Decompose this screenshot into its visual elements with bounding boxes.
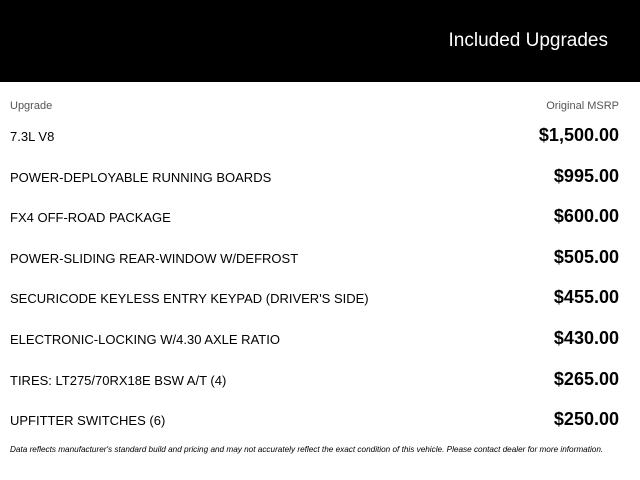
upgrade-price: $505.00: [553, 246, 619, 267]
column-header-upgrade: Upgrade: [10, 100, 53, 112]
upgrade-name: SECURICODE KEYLESS ENTRY KEYPAD (DRIVER'S SIDE): [10, 291, 369, 307]
upgrade-price: $600.00: [553, 206, 619, 227]
upgrade-price: $1,500.00: [538, 125, 619, 145]
upgrade-name: UPFITTER SWITCHES (6): [10, 413, 166, 429]
upgrade-row: [0, 237, 640, 278]
upgrade-name: TIRES: LT275/70RX18E BSW A/T (4): [10, 372, 227, 388]
upgrade-price: $265.00: [553, 368, 619, 389]
upgrade-list: [0, 115, 640, 440]
disclaimer-text: Data reflects manufacturer's standard build and pricing and may not accurately reflect the exact condition of this vehicle. Please contact dealer for more information.: [10, 445, 604, 454]
upgrade-price: $995.00: [553, 165, 619, 186]
upgrade-price: $250.00: [553, 409, 619, 430]
upgrade-name: ELECTRONIC-LOCKING W/4.30 AXLE RATIO: [10, 331, 280, 347]
upgrade-row: [0, 196, 640, 237]
upgrade-row: [0, 399, 640, 440]
upgrade-row: [0, 115, 640, 156]
upgrade-row: [0, 359, 640, 400]
page-title: Included Upgrades: [448, 30, 608, 51]
upgrade-name: POWER-SLIDING REAR-WINDOW W/DEFROST: [10, 250, 299, 266]
upgrade-price: $430.00: [553, 327, 619, 348]
upgrade-name: 7.3L V8: [10, 129, 55, 144]
upgrade-row: [0, 318, 640, 359]
upgrade-price: $455.00: [553, 287, 619, 308]
upgrade-row: [0, 277, 640, 318]
upgrade-name: POWER-DEPLOYABLE RUNNING BOARDS: [10, 169, 272, 185]
upgrade-row: [0, 156, 640, 197]
header-bar: [0, 0, 640, 82]
column-header-msrp: Original MSRP: [546, 100, 619, 112]
upgrade-name: FX4 OFF-ROAD PACKAGE: [10, 210, 171, 226]
